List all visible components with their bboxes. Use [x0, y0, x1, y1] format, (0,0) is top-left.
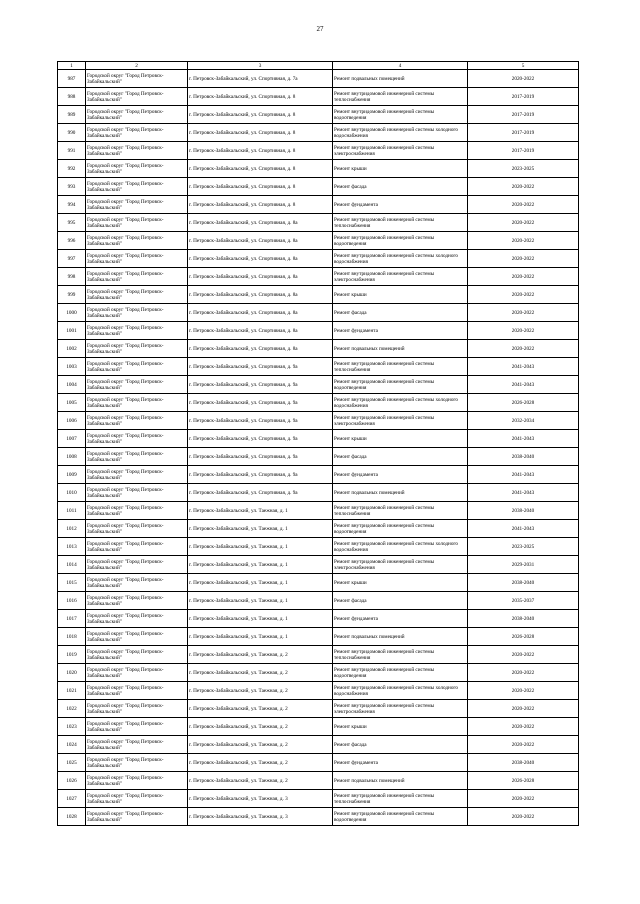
period-cell: 2032-2034: [468, 412, 579, 430]
work-type-cell: Ремонт крыши: [333, 574, 468, 592]
row-number: 1009: [58, 466, 86, 484]
period-cell: 2020-2022: [468, 700, 579, 718]
row-number: 992: [58, 160, 86, 178]
work-type-cell: Ремонт внутридомовой инженерной системы теплоснабжения: [333, 214, 468, 232]
period-cell: 2023-2025: [468, 538, 579, 556]
period-cell: 2023-2025: [468, 160, 579, 178]
row-number: 995: [58, 214, 86, 232]
period-cell: 2020-2022: [468, 178, 579, 196]
period-cell: 2026-2028: [468, 772, 579, 790]
address-cell: г. Петровск-Забайкальский, ул. Спортивная, д. 8: [188, 160, 333, 178]
table-row: [58, 106, 579, 124]
municipality-cell: Городской округ "Город Петровск-Забайкальский": [86, 322, 188, 340]
work-type-cell: Ремонт внутридомовой инженерной системы водоотведения: [333, 808, 468, 826]
table-row: [58, 70, 579, 88]
municipality-cell: Городской округ "Город Петровск-Забайкальский": [86, 250, 188, 268]
period-cell: 2038-2040: [468, 574, 579, 592]
row-number: 1020: [58, 664, 86, 682]
work-type-cell: Ремонт внутридомовой инженерной системы холодного водоснабжения: [333, 394, 468, 412]
table-row: [58, 340, 579, 358]
row-number: 1010: [58, 484, 86, 502]
work-type-cell: Ремонт внутридомовой инженерной системы водоотведения: [333, 376, 468, 394]
table-row: [58, 88, 579, 106]
period-cell: 2017-2019: [468, 124, 579, 142]
address-cell: г. Петровск-Забайкальский, ул. Спортивная, д. 8а: [188, 340, 333, 358]
table-row: [58, 322, 579, 340]
municipality-cell: Городской округ "Город Петровск-Забайкальский": [86, 340, 188, 358]
period-cell: 2017-2019: [468, 88, 579, 106]
row-number: 1026: [58, 772, 86, 790]
row-number: 999: [58, 286, 86, 304]
work-type-cell: Ремонт крыши: [333, 430, 468, 448]
municipality-cell: Городской округ "Город Петровск-Забайкальский": [86, 736, 188, 754]
address-cell: г. Петровск-Забайкальский, ул. Спортивная, д. 9а: [188, 430, 333, 448]
work-type-cell: Ремонт подвальных помещений: [333, 772, 468, 790]
page-number: 27: [316, 25, 324, 33]
period-cell: 2020-2022: [468, 736, 579, 754]
address-cell: г. Петровск-Забайкальский, ул. Таежная, д. 2: [188, 736, 333, 754]
row-number: 997: [58, 250, 86, 268]
table-row: [58, 214, 579, 232]
row-number: 988: [58, 88, 86, 106]
work-type-cell: Ремонт подвальных помещений: [333, 484, 468, 502]
work-type-cell: Ремонт подвальных помещений: [333, 628, 468, 646]
table-row: [58, 160, 579, 178]
municipality-cell: Городской округ "Город Петровск-Забайкальский": [86, 790, 188, 808]
work-type-cell: Ремонт внутридомовой инженерной системы холодного водоснабжения: [333, 682, 468, 700]
municipality-cell: Городской округ "Город Петровск-Забайкальский": [86, 466, 188, 484]
row-number: 987: [58, 70, 86, 88]
row-number: 1007: [58, 430, 86, 448]
period-cell: 2020-2022: [468, 718, 579, 736]
municipality-cell: Городской округ "Город Петровск-Забайкальский": [86, 592, 188, 610]
table-row: [58, 592, 579, 610]
table-row: [58, 268, 579, 286]
municipality-cell: Городской округ "Город Петровск-Забайкальский": [86, 682, 188, 700]
municipality-cell: Городской округ "Город Петровск-Забайкальский": [86, 628, 188, 646]
municipality-cell: Городской округ "Город Петровск-Забайкальский": [86, 556, 188, 574]
municipality-cell: Городской округ "Город Петровск-Забайкальский": [86, 574, 188, 592]
municipality-cell: Городской округ "Город Петровск-Забайкальский": [86, 178, 188, 196]
work-type-cell: Ремонт фасада: [333, 178, 468, 196]
work-type-cell: Ремонт внутридомовой инженерной системы холодного водоснабжения: [333, 538, 468, 556]
municipality-cell: Городской округ "Город Петровск-Забайкальский": [86, 304, 188, 322]
work-type-cell: Ремонт внутридомовой инженерной системы водоотведения: [333, 664, 468, 682]
table-row: [58, 304, 579, 322]
period-cell: 2026-2028: [468, 628, 579, 646]
period-cell: 2020-2022: [468, 286, 579, 304]
table-row: [58, 808, 579, 826]
municipality-cell: Городской округ "Город Петровск-Забайкальский": [86, 70, 188, 88]
period-cell: 2020-2022: [468, 646, 579, 664]
table-row: [58, 628, 579, 646]
period-cell: 2020-2022: [468, 340, 579, 358]
period-cell: 2017-2019: [468, 142, 579, 160]
period-cell: 2020-2022: [468, 232, 579, 250]
row-number: 1018: [58, 628, 86, 646]
municipality-cell: Городской округ "Город Петровск-Забайкальский": [86, 214, 188, 232]
row-number: 1028: [58, 808, 86, 826]
row-number: 1016: [58, 592, 86, 610]
municipality-cell: Городской округ "Город Петровск-Забайкальский": [86, 718, 188, 736]
period-cell: 2038-2040: [468, 754, 579, 772]
address-cell: г. Петровск-Забайкальский, ул. Спортивная, д. 8а: [188, 286, 333, 304]
row-number: 1019: [58, 646, 86, 664]
period-cell: 2020-2022: [468, 70, 579, 88]
row-number: 1004: [58, 376, 86, 394]
work-type-cell: Ремонт внутридомовой инженерной системы холодного водоснабжения: [333, 124, 468, 142]
municipality-cell: Городской округ "Город Петровск-Забайкальский": [86, 430, 188, 448]
work-type-cell: Ремонт внутридомовой инженерной системы электроснабжения: [333, 700, 468, 718]
municipality-cell: Городской округ "Город Петровск-Забайкальский": [86, 394, 188, 412]
municipality-cell: Городской округ "Город Петровск-Забайкальский": [86, 646, 188, 664]
row-number: 993: [58, 178, 86, 196]
row-number: 1027: [58, 790, 86, 808]
address-cell: г. Петровск-Забайкальский, ул. Спортивная, д. 7а: [188, 70, 333, 88]
period-cell: 2029-2031: [468, 556, 579, 574]
table-row: [58, 736, 579, 754]
period-cell: 2041-2043: [468, 520, 579, 538]
row-number: 1006: [58, 412, 86, 430]
municipality-cell: Городской округ "Город Петровск-Забайкальский": [86, 520, 188, 538]
row-number: 1025: [58, 754, 86, 772]
address-cell: г. Петровск-Забайкальский, ул. Таежная, д. 1: [188, 556, 333, 574]
work-type-cell: Ремонт внутридомовой инженерной системы электроснабжения: [333, 556, 468, 574]
period-cell: 2020-2022: [468, 790, 579, 808]
table-row: [58, 394, 579, 412]
work-type-cell: Ремонт внутридомовой инженерной системы теплоснабжения: [333, 502, 468, 520]
municipality-cell: Городской округ "Город Петровск-Забайкальский": [86, 700, 188, 718]
municipality-cell: Городской округ "Город Петровск-Забайкальский": [86, 196, 188, 214]
row-number: 1014: [58, 556, 86, 574]
address-cell: г. Петровск-Забайкальский, ул. Таежная, д. 1: [188, 502, 333, 520]
table-row: [58, 556, 579, 574]
repair-program-table: [57, 61, 579, 826]
row-number: 1005: [58, 394, 86, 412]
address-cell: г. Петровск-Забайкальский, ул. Спортивная, д. 8а: [188, 304, 333, 322]
row-number: 1023: [58, 718, 86, 736]
address-cell: г. Петровск-Забайкальский, ул. Спортивная, д. 8: [188, 124, 333, 142]
table-row: [58, 574, 579, 592]
work-type-cell: Ремонт внутридомовой инженерной системы электроснабжения: [333, 268, 468, 286]
municipality-cell: Городской округ "Город Петровск-Забайкальский": [86, 412, 188, 430]
table-row: [58, 448, 579, 466]
work-type-cell: Ремонт внутридомовой инженерной системы холодного водоснабжения: [333, 250, 468, 268]
table-row: [58, 754, 579, 772]
municipality-cell: Городской округ "Город Петровск-Забайкальский": [86, 502, 188, 520]
table-row: [58, 250, 579, 268]
address-cell: г. Петровск-Забайкальский, ул. Таежная, д. 1: [188, 628, 333, 646]
table-row: [58, 376, 579, 394]
address-cell: г. Петровск-Забайкальский, ул. Спортивная, д. 8: [188, 142, 333, 160]
table-row: [58, 520, 579, 538]
row-number: 998: [58, 268, 86, 286]
work-type-cell: Ремонт фундамента: [333, 754, 468, 772]
column-header-5: 5: [468, 62, 579, 70]
column-header-3: 3: [188, 62, 333, 70]
municipality-cell: Городской округ "Город Петровск-Забайкальский": [86, 106, 188, 124]
address-cell: г. Петровск-Забайкальский, ул. Таежная, д. 2: [188, 718, 333, 736]
address-cell: г. Петровск-Забайкальский, ул. Спортивная, д. 8а: [188, 268, 333, 286]
period-cell: 2041-2043: [468, 358, 579, 376]
municipality-cell: Городской округ "Город Петровск-Забайкальский": [86, 772, 188, 790]
table-row: [58, 196, 579, 214]
row-number: 1011: [58, 502, 86, 520]
table-row: [58, 178, 579, 196]
row-number: 1013: [58, 538, 86, 556]
work-type-cell: Ремонт фундамента: [333, 196, 468, 214]
work-type-cell: Ремонт фасада: [333, 304, 468, 322]
municipality-cell: Городской округ "Город Петровск-Забайкальский": [86, 88, 188, 106]
municipality-cell: Городской округ "Город Петровск-Забайкальский": [86, 286, 188, 304]
address-cell: г. Петровск-Забайкальский, ул. Спортивная, д. 8а: [188, 322, 333, 340]
column-header-4: 4: [333, 62, 468, 70]
period-cell: 2020-2022: [468, 268, 579, 286]
table-body: [58, 70, 579, 826]
table-row: [58, 646, 579, 664]
work-type-cell: Ремонт крыши: [333, 160, 468, 178]
municipality-cell: Городской округ "Город Петровск-Забайкальский": [86, 142, 188, 160]
table-row: [58, 502, 579, 520]
municipality-cell: Городской округ "Город Петровск-Забайкальский": [86, 484, 188, 502]
work-type-cell: Ремонт внутридомовой инженерной системы водоотведения: [333, 520, 468, 538]
period-cell: 2041-2043: [468, 430, 579, 448]
municipality-cell: Городской округ "Город Петровск-Забайкальский": [86, 448, 188, 466]
table-row: [58, 610, 579, 628]
table-row: [58, 664, 579, 682]
table-row: [58, 358, 579, 376]
row-number: 1000: [58, 304, 86, 322]
row-number: 1003: [58, 358, 86, 376]
period-cell: 2026-2028: [468, 394, 579, 412]
row-number: 1015: [58, 574, 86, 592]
address-cell: г. Петровск-Забайкальский, ул. Спортивная, д. 9а: [188, 448, 333, 466]
work-type-cell: Ремонт внутридомовой инженерной системы водоотведения: [333, 232, 468, 250]
period-cell: 2041-2043: [468, 466, 579, 484]
address-cell: г. Петровск-Забайкальский, ул. Таежная, д. 1: [188, 538, 333, 556]
address-cell: г. Петровск-Забайкальский, ул. Спортивная, д. 9а: [188, 484, 333, 502]
work-type-cell: Ремонт внутридомовой инженерной системы электроснабжения: [333, 412, 468, 430]
table-row: [58, 232, 579, 250]
row-number: 990: [58, 124, 86, 142]
municipality-cell: Городской округ "Город Петровск-Забайкальский": [86, 808, 188, 826]
work-type-cell: Ремонт фасада: [333, 448, 468, 466]
address-cell: г. Петровск-Забайкальский, ул. Таежная, д. 2: [188, 754, 333, 772]
row-number: 1001: [58, 322, 86, 340]
work-type-cell: Ремонт подвальных помещений: [333, 70, 468, 88]
address-cell: г. Петровск-Забайкальский, ул. Таежная, д. 1: [188, 574, 333, 592]
work-type-cell: Ремонт фасада: [333, 592, 468, 610]
address-cell: г. Петровск-Забайкальский, ул. Таежная, д. 2: [188, 700, 333, 718]
address-cell: г. Петровск-Забайкальский, ул. Таежная, д. 1: [188, 592, 333, 610]
table-row: [58, 466, 579, 484]
address-cell: г. Петровск-Забайкальский, ул. Спортивная, д. 8а: [188, 232, 333, 250]
address-cell: г. Петровск-Забайкальский, ул. Таежная, д. 2: [188, 682, 333, 700]
row-number: 1012: [58, 520, 86, 538]
period-cell: 2020-2022: [468, 304, 579, 322]
municipality-cell: Городской округ "Город Петровск-Забайкальский": [86, 538, 188, 556]
period-cell: 2038-2040: [468, 502, 579, 520]
address-cell: г. Петровск-Забайкальский, ул. Спортивная, д. 8: [188, 196, 333, 214]
row-number: 1024: [58, 736, 86, 754]
address-cell: г. Петровск-Забайкальский, ул. Спортивная, д. 8а: [188, 214, 333, 232]
work-type-cell: Ремонт фундамента: [333, 610, 468, 628]
work-type-cell: Ремонт внутридомовой инженерной системы электроснабжения: [333, 142, 468, 160]
period-cell: 2041-2043: [468, 484, 579, 502]
table-row: [58, 718, 579, 736]
period-cell: 2020-2022: [468, 214, 579, 232]
municipality-cell: Городской округ "Город Петровск-Забайкальский": [86, 232, 188, 250]
table-row: [58, 286, 579, 304]
row-number: 1002: [58, 340, 86, 358]
work-type-cell: Ремонт фундамента: [333, 322, 468, 340]
row-number: 994: [58, 196, 86, 214]
address-cell: г. Петровск-Забайкальский, ул. Спортивная, д. 9а: [188, 376, 333, 394]
address-cell: г. Петровск-Забайкальский, ул. Таежная, д. 1: [188, 520, 333, 538]
row-number: 1021: [58, 682, 86, 700]
address-cell: г. Петровск-Забайкальский, ул. Таежная, д. 1: [188, 610, 333, 628]
row-number: 1017: [58, 610, 86, 628]
work-type-cell: Ремонт внутридомовой инженерной системы теплоснабжения: [333, 790, 468, 808]
address-cell: г. Петровск-Забайкальский, ул. Таежная, д. 3: [188, 808, 333, 826]
period-cell: 2038-2040: [468, 610, 579, 628]
address-cell: г. Петровск-Забайкальский, ул. Спортивная, д. 9а: [188, 358, 333, 376]
address-cell: г. Петровск-Забайкальский, ул. Спортивная, д. 9а: [188, 394, 333, 412]
column-header-2: 2: [86, 62, 188, 70]
work-type-cell: Ремонт фундамента: [333, 466, 468, 484]
table-row: [58, 790, 579, 808]
period-cell: 2020-2022: [468, 196, 579, 214]
table-row: [58, 124, 579, 142]
period-cell: 2035-2037: [468, 592, 579, 610]
period-cell: 2041-2043: [468, 376, 579, 394]
municipality-cell: Городской округ "Город Петровск-Забайкальский": [86, 160, 188, 178]
work-type-cell: Ремонт фасада: [333, 736, 468, 754]
municipality-cell: Городской округ "Город Петровск-Забайкальский": [86, 124, 188, 142]
municipality-cell: Городской округ "Город Петровск-Забайкальский": [86, 754, 188, 772]
period-cell: 2038-2040: [468, 448, 579, 466]
address-cell: г. Петровск-Забайкальский, ул. Спортивная, д. 9а: [188, 466, 333, 484]
period-cell: 2017-2019: [468, 106, 579, 124]
period-cell: 2020-2022: [468, 808, 579, 826]
address-cell: г. Петровск-Забайкальский, ул. Таежная, д. 3: [188, 790, 333, 808]
table-row: [58, 682, 579, 700]
address-cell: г. Петровск-Забайкальский, ул. Спортивная, д. 8а: [188, 250, 333, 268]
municipality-cell: Городской округ "Город Петровск-Забайкальский": [86, 358, 188, 376]
column-number-row: [58, 62, 579, 70]
address-cell: г. Петровск-Забайкальский, ул. Спортивная, д. 8: [188, 178, 333, 196]
table-row: [58, 142, 579, 160]
municipality-cell: Городской округ "Город Петровск-Забайкальский": [86, 376, 188, 394]
row-number: 989: [58, 106, 86, 124]
period-cell: 2020-2022: [468, 664, 579, 682]
work-type-cell: Ремонт внутридомовой инженерной системы теплоснабжения: [333, 646, 468, 664]
table-row: [58, 538, 579, 556]
period-cell: 2020-2022: [468, 682, 579, 700]
municipality-cell: Городской округ "Город Петровск-Забайкальский": [86, 610, 188, 628]
row-number: 1008: [58, 448, 86, 466]
row-number: 996: [58, 232, 86, 250]
address-cell: г. Петровск-Забайкальский, ул. Спортивная, д. 9а: [188, 412, 333, 430]
municipality-cell: Городской округ "Город Петровск-Забайкальский": [86, 268, 188, 286]
period-cell: 2020-2022: [468, 250, 579, 268]
municipality-cell: Городской округ "Город Петровск-Забайкальский": [86, 664, 188, 682]
period-cell: 2020-2022: [468, 322, 579, 340]
table-row: [58, 412, 579, 430]
work-type-cell: Ремонт подвальных помещений: [333, 340, 468, 358]
row-number: 1022: [58, 700, 86, 718]
table-row: [58, 700, 579, 718]
row-number: 991: [58, 142, 86, 160]
work-type-cell: Ремонт крыши: [333, 286, 468, 304]
work-type-cell: Ремонт крыши: [333, 718, 468, 736]
address-cell: г. Петровск-Забайкальский, ул. Таежная, д. 2: [188, 664, 333, 682]
column-header-1: 1: [58, 62, 86, 70]
table-row: [58, 484, 579, 502]
address-cell: г. Петровск-Забайкальский, ул. Таежная, д. 2: [188, 772, 333, 790]
address-cell: г. Петровск-Забайкальский, ул. Таежная, д. 2: [188, 646, 333, 664]
work-type-cell: Ремонт внутридомовой инженерной системы теплоснабжения: [333, 358, 468, 376]
work-type-cell: Ремонт внутридомовой инженерной системы теплоснабжения: [333, 88, 468, 106]
address-cell: г. Петровск-Забайкальский, ул. Спортивная, д. 8: [188, 106, 333, 124]
work-type-cell: Ремонт внутридомовой инженерной системы водоотведения: [333, 106, 468, 124]
table-row: [58, 772, 579, 790]
table-row: [58, 430, 579, 448]
address-cell: г. Петровск-Забайкальский, ул. Спортивная, д. 8: [188, 88, 333, 106]
